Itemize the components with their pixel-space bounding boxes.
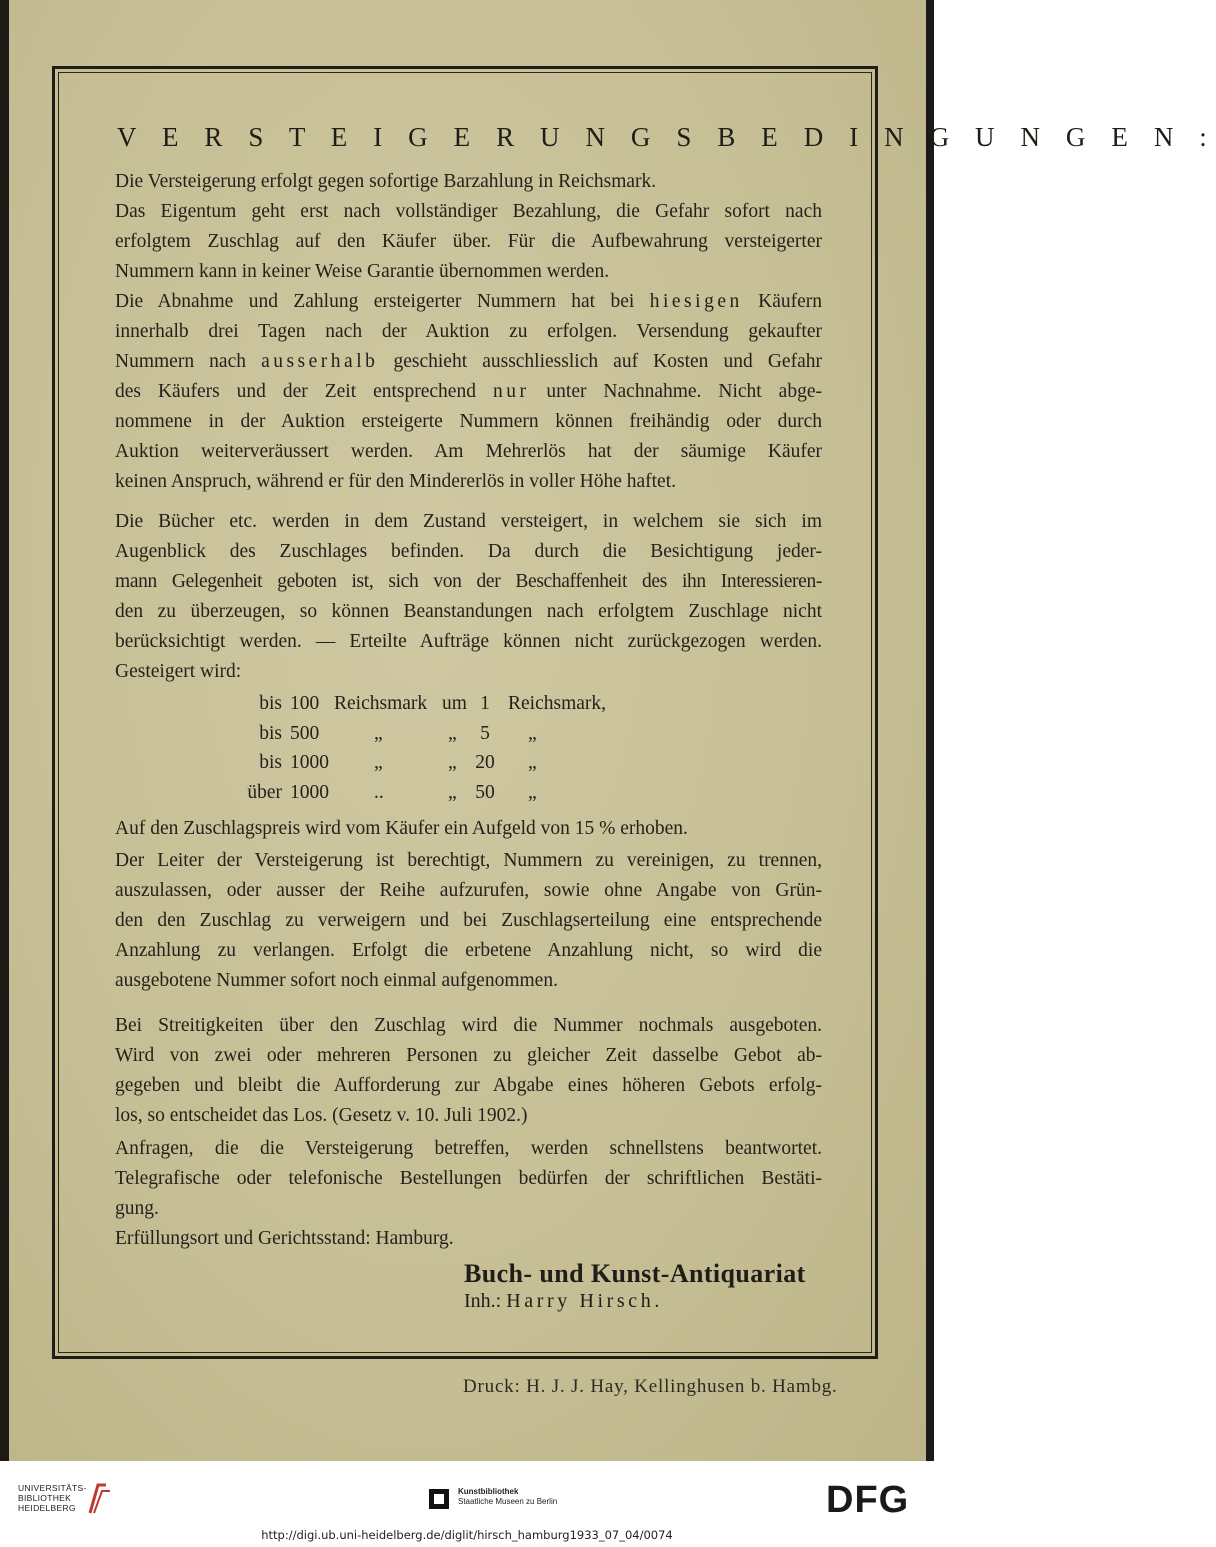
paragraph-condition xyxy=(115,507,822,657)
text-line: berücksichtigt werden. — Erteilte Aufträge können nicht zurückgezogen werden. xyxy=(115,631,822,652)
text-line: Anfragen, die die Versteigerung betreffen, werden schnellstens beantwortet. xyxy=(115,1138,822,1159)
increment-cell: bis xyxy=(259,722,282,744)
increment-row xyxy=(228,689,608,719)
text-fragment: geschieht ausschliesslich auf Kosten und Gefahr xyxy=(378,351,822,372)
text-line: gegeben und bleibt die Aufforderung zur Abgabe eines höheren Gebots erfolg- xyxy=(115,1075,822,1096)
owner-line xyxy=(464,1290,663,1313)
increment-cell: „ xyxy=(374,722,383,744)
increment-cell: 100 xyxy=(290,693,320,714)
kunstbibliothek-logo-icon[interactable] xyxy=(427,1485,451,1513)
text-line xyxy=(115,377,822,407)
paragraph-auctioneer-rights xyxy=(115,846,822,996)
text-line: Erfüllungsort und Gerichtsstand: Hamburg. xyxy=(115,1228,454,1249)
increment-cell: bis xyxy=(259,752,282,773)
text-line: Auktion weiterveräussert werden. Am Mehrerlös hat der säumige Käufer xyxy=(115,441,822,462)
text-line: innerhalb drei Tagen nach der Auktion zu erfolgen. Versendung gekaufter xyxy=(115,321,822,342)
paragraph-collection xyxy=(115,287,822,497)
document-title: V E R S T E I G E R U N G S B E D I N G U N G E N : xyxy=(117,122,1216,152)
increment-cell: über xyxy=(247,781,282,803)
increment-cell: „ xyxy=(374,752,383,773)
increment-cell: Reichsmark xyxy=(334,693,428,714)
uni-line: HEIDELBERG xyxy=(18,1503,76,1513)
text-line: ausgebotene Nummer sofort noch einmal aufgenommen. xyxy=(115,970,558,991)
text-line: Gesteigert wird: xyxy=(115,661,242,682)
spaced-word: hiesigen xyxy=(649,291,743,312)
increment-cell: „ xyxy=(448,722,457,744)
text-line: Telegrafische oder telefonische Bestellungen bedürfen der schriftlichen Bestäti- xyxy=(115,1168,822,1189)
paragraph-payment xyxy=(115,167,822,287)
text-line: Die Bücher etc. werden in dem Zustand versteigert, in welchem sie sich im xyxy=(115,511,822,532)
kb-subtitle: Staatliche Museen zu Berlin xyxy=(458,1497,558,1506)
increment-cell: 500 xyxy=(290,722,320,744)
increment-cell: „ xyxy=(528,722,537,744)
uni-line: UNIVERSITÄTS- xyxy=(18,1483,87,1493)
text-line: den zu überzeugen, so können Beanstandungen nach erfolgtem Zuschlage nicht xyxy=(115,601,822,622)
text-line: auszulassen, oder ausser der Reihe aufzurufen, sowie ohne Angabe von Grün- xyxy=(115,880,822,901)
text-line: Der Leiter der Versteigerung ist berechtigt, Nummern zu vereinigen, zu trennen, xyxy=(115,850,822,871)
increment-cell: Reichsmark, xyxy=(508,693,607,714)
increment-row xyxy=(228,719,608,749)
text-line: mann Gelegenheit geboten ist, sich von der Beschaffenheit des ihn Interessieren- xyxy=(115,571,822,592)
paragraph-disputes xyxy=(115,1011,822,1131)
text-line: den den Zuschlag zu verweigern und bei Zuschlagserteilung eine entsprechende xyxy=(115,910,822,931)
text-line: Anzahlung zu verlangen. Erfolgt die erbetene Anzahlung nicht, so wird die xyxy=(115,940,822,961)
text-line: nommene in der Auktion ersteigerte Nummern können freihändig oder durch xyxy=(115,411,822,432)
text-line: keinen Anspruch, während er für den Mindererlös in voller Höhe haftet. xyxy=(115,471,676,492)
text-line: Augenblick des Zuschlages befinden. Da durch die Besichtigung jeder- xyxy=(115,541,822,562)
uni-line: BIBLIOTHEK xyxy=(18,1493,72,1503)
university-library-label[interactable] xyxy=(18,1483,87,1513)
increment-cell: 1000 xyxy=(290,752,329,773)
heidelberg-logo-icon[interactable] xyxy=(84,1479,114,1519)
owner-name: Harry Hirsch. xyxy=(506,1290,663,1312)
text-fragment: Die Abnahme und Zahlung ersteigerter Nummern hat bei xyxy=(115,291,650,312)
increment-cell: 5 xyxy=(480,722,490,744)
text-line: Auf den Zuschlagspreis wird vom Käufer ein Aufgeld von 15 % erhoben. xyxy=(115,818,688,839)
text-line: erfolgtem Zuschlag auf den Käufer über. Für die Aufbewahrung versteigerter xyxy=(115,231,822,252)
paragraph-premium xyxy=(115,814,822,844)
increment-row xyxy=(228,778,608,808)
text-line: Nummern kann in keiner Weise Garantie übernommen werden. xyxy=(115,261,610,282)
increment-cell: „ xyxy=(528,752,537,773)
increment-cell: 1000 xyxy=(290,781,329,803)
text-line: Das Eigentum geht erst nach vollständiger Bezahlung, die Gefahr sofort nach xyxy=(115,201,822,222)
text-fragment: des Käufers und der Zeit entsprechend xyxy=(115,381,493,402)
paragraph-inquiries xyxy=(115,1134,822,1254)
text-fragment: Käufern xyxy=(742,291,822,312)
increment-cell: „ xyxy=(448,752,457,773)
increment-table xyxy=(228,689,608,807)
spaced-word: ausserhalb xyxy=(261,351,379,372)
text-line xyxy=(115,347,822,377)
increment-cell: „ xyxy=(448,781,457,803)
dfg-logo[interactable]: DFG xyxy=(826,1479,910,1521)
text-line: los, so entscheidet das Los. (Gesetz v. 10. Juli 1902.) xyxy=(115,1105,528,1126)
text-fragment: unter Nachnahme. Nicht abge- xyxy=(529,381,822,402)
page-url[interactable]: http://digi.ub.uni-heidelberg.de/diglit/hirsch_hamburg1933_07_04/0074 xyxy=(261,1528,673,1542)
increment-cell: 20 xyxy=(475,752,495,773)
increment-cell: 50 xyxy=(475,781,495,803)
spaced-word: nur xyxy=(492,381,530,402)
increment-cell: .. xyxy=(374,781,384,803)
text-line xyxy=(115,287,822,317)
text-line: Bei Streitigkeiten über den Zuschlag wird die Nummer nochmals ausgeboten. xyxy=(115,1015,822,1036)
increment-cell: bis xyxy=(259,693,282,714)
text-fragment: Nummern nach xyxy=(115,351,262,372)
increment-cell: 1 xyxy=(480,693,490,714)
increment-cell: „ xyxy=(528,781,537,803)
text-line: Die Versteigerung erfolgt gegen sofortige Barzahlung in Reichsmark. xyxy=(115,171,657,192)
kunstbibliothek-label[interactable] xyxy=(458,1487,557,1507)
increment-cell: um xyxy=(442,693,467,714)
paragraph-increments-heading xyxy=(115,657,822,687)
viewer-footer xyxy=(0,1461,934,1547)
text-line: Wird von zwei oder mehreren Personen zu gleicher Zeit dasselbe Gebot ab- xyxy=(115,1045,822,1066)
firm-name: Buch- und Kunst-Antiquariat xyxy=(464,1259,806,1288)
kb-title: Kunstbibliothek xyxy=(458,1487,519,1496)
text-line: gung. xyxy=(115,1198,159,1219)
owner-prefix: Inh.: xyxy=(464,1290,507,1312)
printer-imprint: Druck: H. J. J. Hay, Kellinghusen b. Hambg. xyxy=(463,1376,838,1397)
increment-row xyxy=(228,748,608,778)
